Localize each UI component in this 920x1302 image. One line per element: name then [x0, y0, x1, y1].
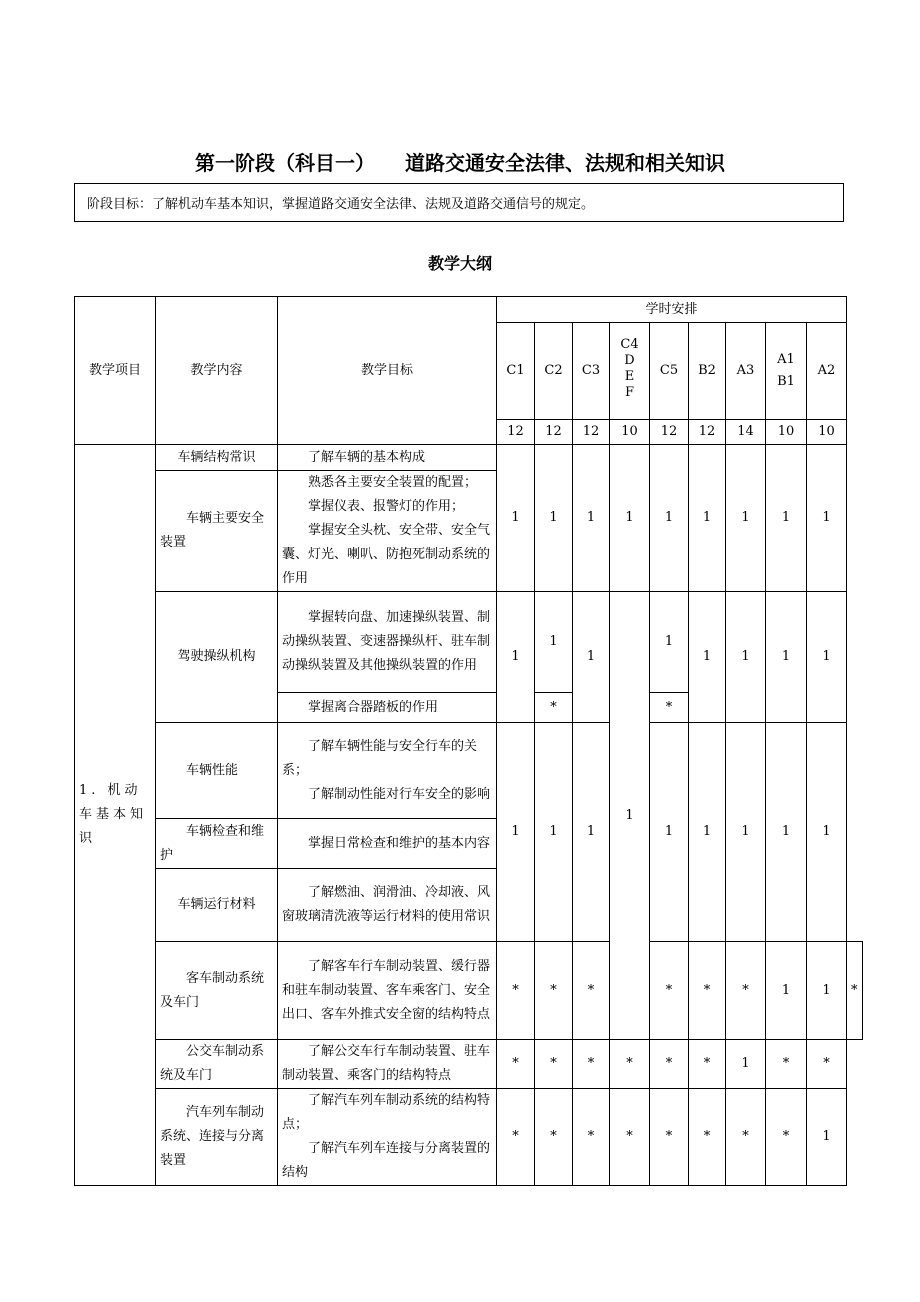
value-cell: 1: [726, 445, 766, 592]
value-cell: 1: [726, 592, 766, 723]
value-cell: *: [573, 942, 610, 1040]
value-cell: *: [807, 1040, 847, 1089]
content-cell: 客车制动系统及车门: [156, 942, 278, 1040]
header-row: [75, 297, 863, 323]
value-cell: 1: [766, 445, 807, 592]
value-cell: 1: [535, 723, 573, 942]
value-cell: *: [535, 693, 573, 723]
class-c2: C2: [535, 323, 573, 420]
value-cell: 1: [497, 592, 535, 723]
value-cell: 1: [535, 445, 573, 592]
hours-c2: 12: [535, 420, 573, 445]
class-a1b1: A1 B1: [766, 323, 807, 420]
stage-goal-text: 阶段目标：了解机动车基本知识，掌握道路交通安全法律、法规及道路交通信号的规定。: [87, 197, 595, 212]
content-cell: 车辆主要安全装置: [156, 471, 278, 592]
class-c5: C5: [650, 323, 689, 420]
header-content: 教学内容: [156, 297, 278, 445]
hours-a1b1: 10: [766, 420, 807, 445]
goal-cell: 了解公交车行车制动装置、驻车制动装置、乘客门的结构特点: [278, 1040, 497, 1089]
value-cell: 1: [689, 592, 726, 723]
value-cell: 1: [726, 723, 766, 942]
header-project: 教学项目: [75, 297, 156, 445]
goal-cell: 了解车辆的基本构成: [278, 445, 497, 471]
value-cell: 1: [650, 723, 689, 942]
hours-c1: 12: [497, 420, 535, 445]
value-cell: *: [766, 1089, 807, 1186]
value-cell: 1: [726, 1040, 766, 1089]
class-a3: A3: [726, 323, 766, 420]
value-cell: *: [726, 1089, 766, 1186]
hours-c5: 12: [650, 420, 689, 445]
value-cell: *: [535, 942, 573, 1040]
content-cell: 车辆性能: [156, 723, 278, 819]
value-cell: 1: [766, 942, 807, 1040]
goal-cell: 了解汽车列车制动系统的结构特点； 了解汽车列车连接与分离装置的结构: [278, 1089, 497, 1186]
value-cell: 1: [766, 723, 807, 942]
value-cell: 1: [807, 942, 847, 1040]
value-cell: *: [497, 1040, 535, 1089]
value-cell: *: [610, 1089, 650, 1186]
stage-goal-box: [74, 183, 844, 222]
value-cell: *: [766, 1040, 807, 1089]
class-b2: B2: [689, 323, 726, 420]
goal-cell: 了解车辆性能与安全行车的关系； 了解制动性能对行车安全的影响: [278, 723, 497, 819]
table-row: [75, 445, 863, 471]
hours-c4def: 10: [610, 420, 650, 445]
hours-b2: 12: [689, 420, 726, 445]
value-cell: 1: [497, 723, 535, 942]
value-cell: 1: [807, 723, 847, 942]
value-cell: *: [610, 1040, 650, 1089]
goal-cell: 了解客车行车制动装置、缓行器和驻车制动装置、客车乘客门、安全出口、客车外推式安全窗的结构特点: [278, 942, 497, 1040]
table-row: [75, 942, 863, 1040]
value-cell: *: [573, 1040, 610, 1089]
page-title: [0, 147, 920, 176]
header-goal: 教学目标: [278, 297, 497, 445]
value-cell: *: [689, 1040, 726, 1089]
value-cell: *: [650, 942, 689, 1040]
value-cell: *: [650, 1089, 689, 1186]
goal-cell: 掌握离合器踏板的作用: [278, 693, 497, 723]
value-cell: 1: [573, 445, 610, 592]
goal-cell: 掌握转向盘、加速操纵装置、制动操纵装置、变速器操纵杆、驻车制动操纵装置及其他操纵装置的作用: [278, 592, 497, 693]
goal-cell: 了解燃油、润滑油、冷却液、风窗玻璃清洗液等运行材料的使用常识: [278, 869, 497, 942]
value-cell: *: [497, 942, 535, 1040]
hours-a2: 10: [807, 420, 847, 445]
value-cell: *: [497, 1089, 535, 1186]
outline-table: [74, 296, 863, 1186]
hours-a3: 14: [726, 420, 766, 445]
value-cell: 1: [610, 445, 650, 592]
content-cell: 公交车制动系统及车门: [156, 1040, 278, 1089]
content-cell: 车辆运行材料: [156, 869, 278, 942]
value-cell: 1: [573, 592, 610, 723]
value-cell: 1: [807, 445, 847, 592]
table-row: [75, 1089, 863, 1186]
value-cell: 1: [497, 445, 535, 592]
class-a2: A2: [807, 323, 847, 420]
value-cell: 1: [766, 592, 807, 723]
value-cell: *: [847, 942, 863, 1040]
value-cell: 1: [573, 723, 610, 942]
value-cell: 1: [807, 592, 847, 723]
value-cell: *: [726, 942, 766, 1040]
value-cell: *: [535, 1089, 573, 1186]
table-row: [75, 1040, 863, 1089]
value-cell: *: [650, 1040, 689, 1089]
value-cell: 1: [650, 445, 689, 592]
value-cell: *: [689, 942, 726, 1040]
value-cell: *: [689, 1089, 726, 1186]
outline-heading: 教学大纲: [427, 254, 492, 273]
content-cell: 车辆检查和维护: [156, 819, 278, 869]
value-cell: 1: [689, 445, 726, 592]
content-cell: 驾驶操纵机构: [156, 592, 278, 723]
value-cell: 1: [535, 592, 573, 693]
content-cell: 车辆结构常识: [156, 445, 278, 471]
value-cell: *: [650, 693, 689, 723]
hours-c3: 12: [573, 420, 610, 445]
goal-cell: 熟悉各主要安全装置的配置； 掌握仪表、报警灯的作用； 掌握安全头枕、安全带、安全气囊、灯光、喇叭、防抱死制动系统的作用: [278, 471, 497, 592]
value-cell: 1: [650, 592, 689, 693]
page-title-part2: 道路交通安全法律、法规和相关知识: [405, 151, 725, 175]
table-row: [75, 592, 863, 693]
table-row: [75, 723, 863, 819]
goal-cell: 掌握日常检查和维护的基本内容: [278, 819, 497, 869]
page-title-part1: 第一阶段（科目一）: [195, 151, 375, 175]
value-cell-c4-merged: 1: [610, 592, 650, 1040]
project-cell: 1. 机动车基本知识: [75, 445, 156, 1186]
header-hours: 学时安排: [497, 297, 847, 323]
value-cell: 1: [807, 1089, 847, 1186]
value-cell: 1: [689, 723, 726, 942]
class-c4def: C4 D E F: [610, 323, 650, 420]
value-cell: *: [573, 1089, 610, 1186]
class-c3: C3: [573, 323, 610, 420]
class-c1: C1: [497, 323, 535, 420]
content-cell: 汽车列车制动系统、连接与分离装置: [156, 1089, 278, 1186]
value-cell: *: [535, 1040, 573, 1089]
